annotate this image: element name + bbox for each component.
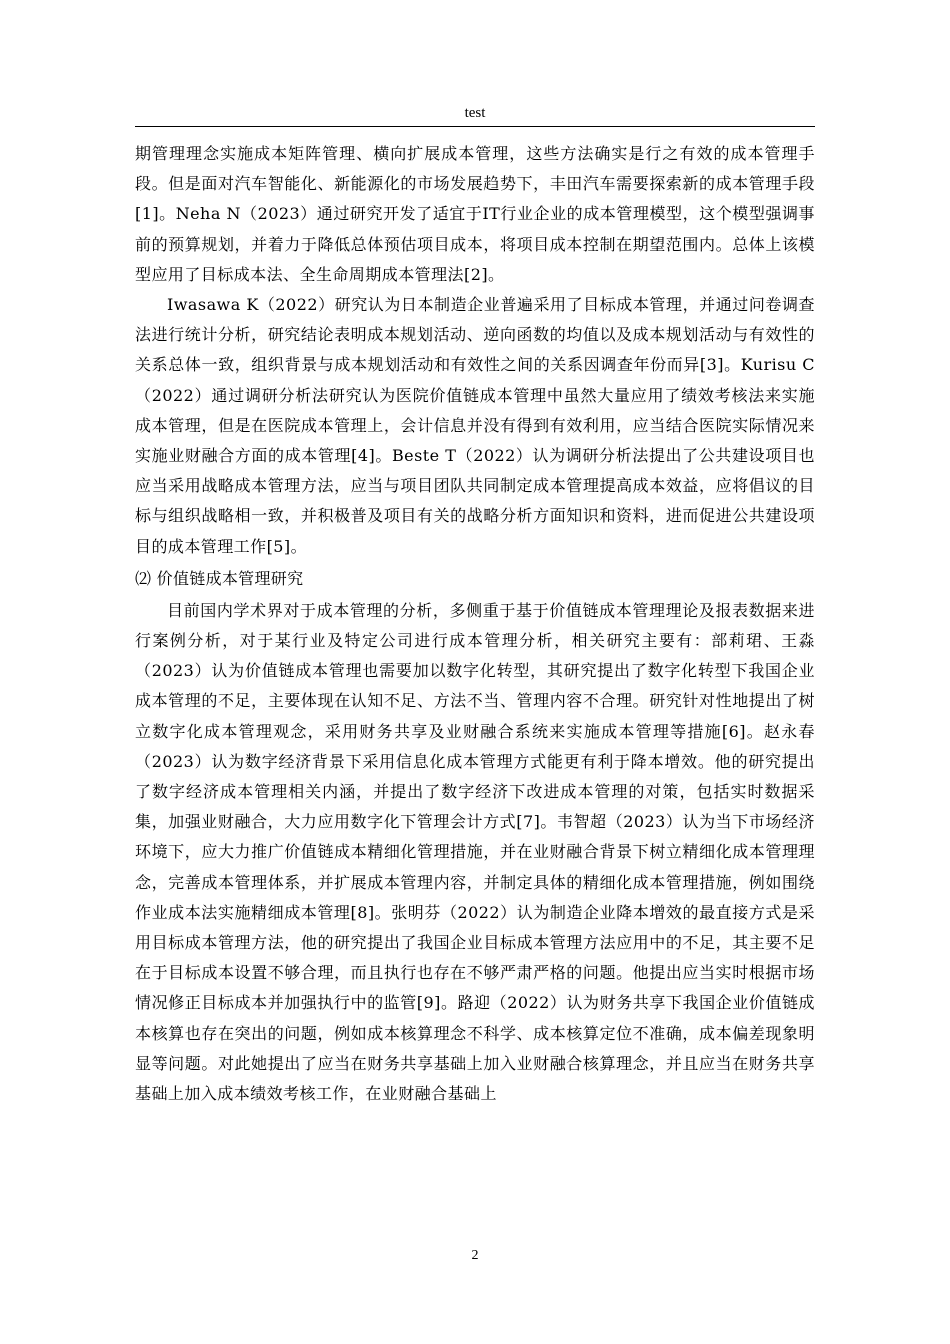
header-rule: [135, 126, 815, 127]
paragraph-3: 目前国内学术界对于成本管理的分析，多侧重于基于价值链成本管理理论及报表数据来进行案例分析，对于某行业及特定公司进行成本管理分析，相关研究主要有：部莉珺、王淼（2023）认为价值链成本管理也需要加以数字化转型，其研究提出了数字化转型下我国企业成本管理的不足，主要体现在认知不足、方法不当、管理内容不合理。研究针对性地提出了树立数字化成本管理观念，采用财务共享及业财融合系统来实施成本管理等措施[6]。赵永春（2023）认为数字经济背景下采用信息化成本管理方式能更有利于降本增效。他的研究提出了数字经济成本管理相关内涵，并提出了数字经济下改进成本管理的对策，包括实时数据采集，加强业财融合，大力应用数字化下管理会计方式[7]。韦智超（2023）认为当下市场经济环境下，应大力推广价值链成本精细化管理措施，并在业财融合背景下树立精细化成本管理理念，完善成本管理体系，并扩展成本管理内容，并制定具体的精细化成本管理措施，例如围绕作业成本法实施精细成本管理[8]。张明芬（2022）认为制造企业降本增效的最直接方式是采用目标成本管理方法，他的研究提出了我国企业目标成本管理方法应用中的不足，其主要不足在于目标成本设置不够合理，而且执行也存在不够严肃严格的问题。他提出应当实时根据市场情况修正目标成本并加强执行中的监管[9]。路迎（2022）认为财务共享下我国企业价值链成本核算也存在突出的问题，例如成本核算理念不科学、成本核算定位不准确，成本偏差现象明显等问题。对此她提出了应当在财务共享基础上加入业财融合核算理念，并且应当在财务共享基础上加入成本绩效考核工作，在业财融合基础上: [135, 600, 815, 1104]
paragraph-1: 期管理理念实施成本矩阵管理、横向扩展成本管理，这些方法确实是行之有效的成本管理手段。但是面对汽车智能化、新能源化的市场发展趋势下，丰田汽车需要探索新的成本管理手段[1]。Neha N（2023）通过研究开发了适宜于IT行业企业的成本管理模型，这个模型强调事前的预算规划，并着力于降低总体预估项目成本，将项目成本控制在期望范围内。总体上该模型应用了目标成本法、全生命周期成本管理法[2]。: [135, 144, 815, 284]
section-heading: ⑵ 价值链成本管理研究: [135, 568, 304, 588]
page-header: test: [464, 105, 486, 121]
document-body: [135, 139, 815, 1109]
page-number: 2: [471, 1248, 479, 1263]
paragraph-2: Iwasawa K（2022）研究认为日本制造企业普遍采用了目标成本管理，并通过问卷调查法进行统计分析，研究结论表明成本规划活动、逆向函数的均值以及成本规划活动与有效性的关系总体一致，组织背景与成本规划活动和有效性之间的关系因调查年份而异[3]。Kurisu C（2022）通过调研分析法研究认为医院价值链成本管理中虽然大量应用了绩效考核法来实施成本管理，但是在医院成本管理上，会计信息并没有得到有效利用，应当结合医院实际情况来实施业财融合方面的成本管理[4]。Beste T（2022）认为调研分析法提出了公共建设项目也应当采用战略成本管理方法，应当与项目团队共同制定成本管理提高成本效益，应将倡议的目标与组织战略相一致，并积极普及项目有关的战略分析方面知识和资料，进而促进公共建设项目的成本管理工作[5]。: [135, 295, 815, 556]
